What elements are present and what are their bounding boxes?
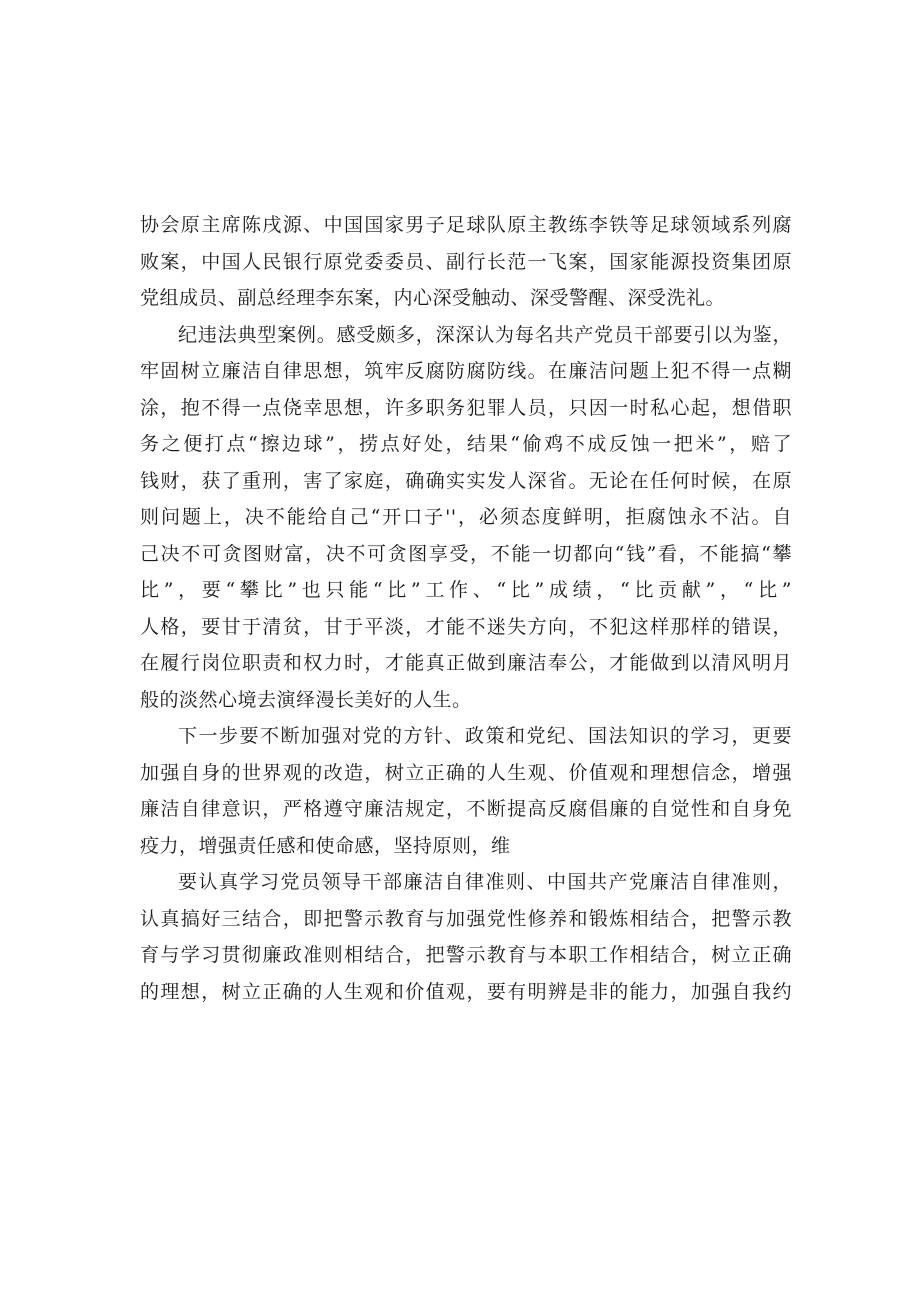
text-line: 育与学习贯彻廉政准则相结合，把警示教育与本职工作相结合，树立正确 — [140, 944, 792, 966]
text-line: 党组成员、副总经理李东案，内心深受触动、深受警醒、深受洗礼。 — [140, 287, 726, 309]
text-line: 下一步要不断加强对党的方针、政策和党纪、国法知识的学习，更要 — [178, 725, 792, 747]
text-line: 认真搞好三结合，即把警示教育与加强党性修养和锻炼相结合，把警示教 — [140, 907, 792, 930]
text-line: 协会原主席陈戌源、中国国家男子足球队原主教练李铁等足球领域系列腐 — [140, 214, 792, 236]
document-body — [140, 207, 792, 1010]
text-line: 要认真学习党员领导干部廉洁自律准则、中国共产党廉洁自律准则， — [178, 871, 792, 893]
paragraph-3 — [140, 718, 792, 864]
text-line: 般的淡然心境去演绎漫长美好的人生。 — [140, 688, 472, 711]
paragraph-4 — [140, 864, 792, 1010]
text-line: 涂，抱不得一点侥幸思想，许多职务犯罪人员，只因一时私心起，想借职 — [140, 396, 792, 419]
text-line: 钱财，获了重刑，害了家庭，确确实实发人深省。无论在任何时候，在原 — [140, 469, 792, 492]
text-line: 加强自身的世界观的改造，树立正确的人生观、价值观和理想信念，增强 — [140, 761, 792, 784]
paragraph-2 — [140, 317, 792, 719]
text-line: 务之便打点“擦边球”，捞点好处，结果“偷鸡不成反蚀一把米”，赔了 — [140, 433, 792, 455]
text-line: 败案，中国人民银行原党委委员、副行长范一飞案，国家能源投资集团原 — [140, 250, 792, 273]
text-line: 己决不可贪图财富，决不可贪图享受，不能一切都向“钱”看，不能搞“攀 — [140, 542, 792, 565]
text-line: 比”，要“攀比”也只能“比”工作、“比”成绩，“比贡献”，“比” — [140, 579, 792, 601]
text-line: 牢固树立廉洁自律思想，筑牢反腐防腐防线。在廉洁问题上犯不得一点糊 — [140, 360, 792, 382]
text-line: 人格，要甘于清贫，甘于平淡，才能不迷失方向，不犯这样那样的错误， — [140, 615, 792, 638]
text-line: 则问题上，决不能给自己“开口子''，必须态度鲜明，拒腐蚀永不沾。自 — [140, 506, 792, 528]
text-line: 纪违法典型案例。感受颇多，深深认为每名共产党员干部要引以为鉴， — [178, 323, 792, 346]
text-line: 廉洁自律意识，严格遵守廉洁规定，不断提高反腐倡廉的自觉性和自身免 — [140, 798, 792, 820]
text-line: 在履行岗位职责和权力时，才能真正做到廉洁奉公，才能做到以清风明月 — [140, 652, 792, 674]
text-line: 疫力，增强责任感和使命感，坚持原则，维 — [140, 834, 511, 857]
text-line: 的理想，树立正确的人生观和价值观，要有明辨是非的能力，加强自我约 — [140, 980, 792, 1003]
paragraph-1 — [140, 207, 792, 317]
